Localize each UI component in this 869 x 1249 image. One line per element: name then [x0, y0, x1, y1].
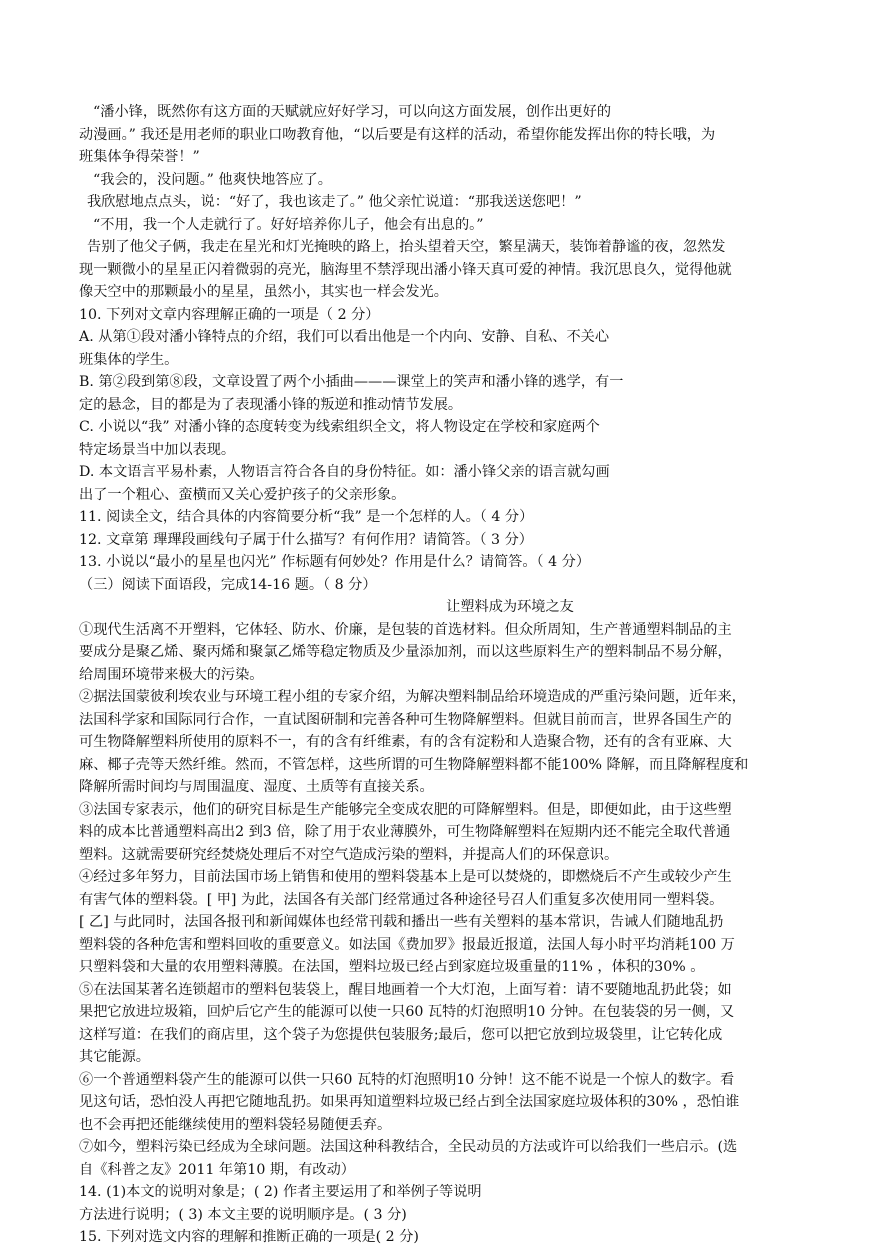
text-line: 自《科普之友》2011 年第10 期，有改动）: [79, 1161, 355, 1178]
text-line: 法国科学家和国际同行合作，一直试图研制和完善各种可生物降解塑料。但就目前而言，世界各国生产的: [79, 711, 732, 728]
question-13: 13. 小说以“最小的星星也闪光” 作标题有何妙处？作用是什么？请简答。（ 4 分）: [79, 554, 591, 570]
text-line: 有害气体的塑料袋。[ 甲] 为此，法国各有关部门经常通过各种途径号召人们重复多次使用同一塑料袋。: [79, 891, 724, 908]
text-line: 见这句话，恐怕没人再把它随地乱扔。如果再知道塑料垃圾已经占到全法国家庭垃圾体积的30% ，恐怕谁: [79, 1094, 740, 1110]
text-line: 也不会再把还能继续使用的塑料袋轻易随便丢弃。: [79, 1116, 392, 1133]
text-line: 方法进行说明；( 3) 本文主要的说明顺序是。( 3 分): [79, 1206, 407, 1223]
text-line: 麻、椰子壳等天然纤维。然而，不管怎样，这些所谓的可生物降解塑料都不能100% 降解，而且降解程度和: [79, 756, 749, 773]
text-line: 定的悬念，目的都是为了表现潘小锋的叛逆和推动情节发展。: [79, 396, 463, 413]
text-line: “我会的，没问题。” 他爽快地答应了。: [93, 171, 332, 188]
text-line: 我欣慰地点点头，说：“好了，我也该走了。” 他父亲忙说道：“那我送送您吧！”: [87, 194, 582, 210]
text-line: 特定场景当中加以表现。: [79, 441, 236, 458]
text-line: 这样写道：在我们的商店里，这个袋子为您提供包装服务;最后，您可以把它放到垃圾袋里，让它转化成: [79, 1026, 723, 1043]
paragraph-2: ②据法国蒙彼利埃农业与环境工程小组的专家介绍，为解决塑料制品给环境造成的严重污染问题，近年来，: [79, 689, 746, 705]
text-line: [ 乙] 与此同时，法国各报刊和新闻媒体也经常刊载和播出一些有关塑料的基本常识，告诫人们随地乱扔: [79, 914, 724, 930]
text-line: 降解所需时间均与周围温度、湿度、土质等有直接关系。: [79, 779, 434, 795]
text-line: 可生物降解塑料所使用的原料不一，有的含有纤维素，有的含有淀粉和人造聚合物，还有的含有亚麻、大: [79, 734, 732, 750]
text-line: “潘小锋，既然你有这方面的天赋就应好好学习，可以向这方面发展，创作出更好的: [93, 104, 612, 120]
paragraph-6: ⑥一个普通塑料袋产生的能源可以供一只60 瓦特的灯泡照明10 分钟！这不能不说是一个惊人的数字。看: [79, 1071, 735, 1088]
option-a: A. 从第①段对潘小锋特点的介绍，我们可以看出他是一个内向、安静、自私、不关心: [79, 329, 610, 345]
paragraph-3: ③法国专家表示，他们的研究目标是生产能够完全变成农肥的可降解塑料。但是，即便如此，由于这些塑: [79, 801, 732, 818]
text-line: 果把它放进垃圾箱，回炉后它产生的能源可以使一只60 瓦特的灯泡照明10 分钟。在包装袋的另一侧，又: [79, 1004, 735, 1020]
text-line: 班集体的学生。: [79, 351, 179, 368]
paragraph-5: ⑤在法国某著名连锁超市的塑料包装袋上，醒目地画着一个大灯泡，上面写着：请不要随地乱扔此袋；如: [79, 981, 732, 998]
text-line: 动漫画。” 我还是用老师的职业口吻教育他，“以后要是有这样的活动，希望你能发挥出你的特长哦，为: [79, 126, 716, 143]
text-line: 要成分是聚乙烯、聚丙烯和聚氯乙烯等稳定物质及少量添加剂，而以这些原料生产的塑料制品不易分解，: [79, 644, 732, 660]
text-line: 只塑料袋和大量的农用塑料薄膜。在法国，塑料垃圾已经占到家庭垃圾重量的11% ，体积的30% 。: [79, 959, 705, 975]
text-line: 其它能源。: [79, 1049, 150, 1065]
paragraph-1: ①现代生活离不开塑料，它体轻、防水、价廉，是包装的首选材料。但众所周知，生产普通塑料制品的主: [79, 621, 732, 638]
question-11: 11. 阅读全文，结合具体的内容简要分析“我” 是一个怎样的人。（ 4 分）: [79, 509, 534, 525]
text-line: 塑料袋的各种危害和塑料回收的重要意义。如法国《费加罗》报最近报道，法国人每小时平均消耗100 万: [79, 936, 735, 953]
paragraph-7: ⑦如今，塑料污染已经成为全球问题。法国这种科教结合，全民动员的方法或许可以给我们一些启示。(选: [79, 1139, 738, 1155]
text-line: 告别了他父子俩，我走在星光和灯光掩映的路上，抬头望着天空，繁星满天，装饰着静谧的夜，忽然发: [87, 239, 726, 255]
text-line: 给周围环境带来极大的污染。: [79, 666, 264, 683]
text-line: 班集体争得荣誉！”: [79, 149, 200, 165]
option-c: C. 小说以“我” 对潘小锋的态度转变为线索组织全文，将人物设定在学校和家庭两个: [79, 419, 600, 435]
text-line: 出了一个粗心、蛮横而又关心爱护孩子的父亲形象。: [79, 486, 406, 503]
text-line: “不用，我一个人走就行了。好好培养你儿子，他会有出息的。”: [93, 216, 484, 233]
option-b: B. 第②段到第⑧段，文章设置了两个小插曲———课堂上的笑声和潘小锋的逃学，有一: [79, 374, 624, 390]
text-line: 现一颗微小的星星正闪着微弱的亮光，脑海里不禁浮现出潘小锋天真可爱的神情。我沉思良久，觉得他就: [79, 261, 732, 278]
question-14: 14. (1)本文的说明对象是；( 2) 作者主要运用了和举例子等说明: [79, 1184, 482, 1200]
paragraph-4: ④经过多年努力，目前法国市场上销售和使用的塑料袋基本上是可以焚烧的，即燃烧后不产生或较少产生: [79, 869, 732, 885]
question-15: 15. 下列对选文内容的理解和推断正确的一项是( 2 分): [79, 1229, 419, 1245]
question-10: 10. 下列对文章内容理解正确的一项是（ 2 分）: [79, 306, 380, 323]
text-line: 像天空中的那颗最小的星星，虽然小，其实也一样会发光。: [79, 284, 448, 300]
question-12: 12. 文章第 㻫㻫段画线句子属于什么描写？有何作用？请简答。（ 3 分）: [79, 531, 533, 548]
text-line: 料的成本比普通塑料高出2 到3 倍，除了用于农业薄膜外，可生物降解塑料在短期内还不能完全取代普通: [79, 824, 731, 840]
exam-document: [79, 101, 791, 1249]
section-heading: （三）阅读下面语段，完成14-16 题。（ 8 分）: [79, 576, 377, 593]
option-d: D. 本文语言平易朴素，人物语言符合各自的身份特征。如：潘小锋父亲的语言就勾画: [79, 464, 610, 480]
text-line: 塑料。这就需要研究经焚烧处理后不对空气造成污染的塑料，并提高人们的环保意识。: [79, 846, 619, 863]
article-title: 让塑料成为环境之友: [446, 599, 574, 615]
